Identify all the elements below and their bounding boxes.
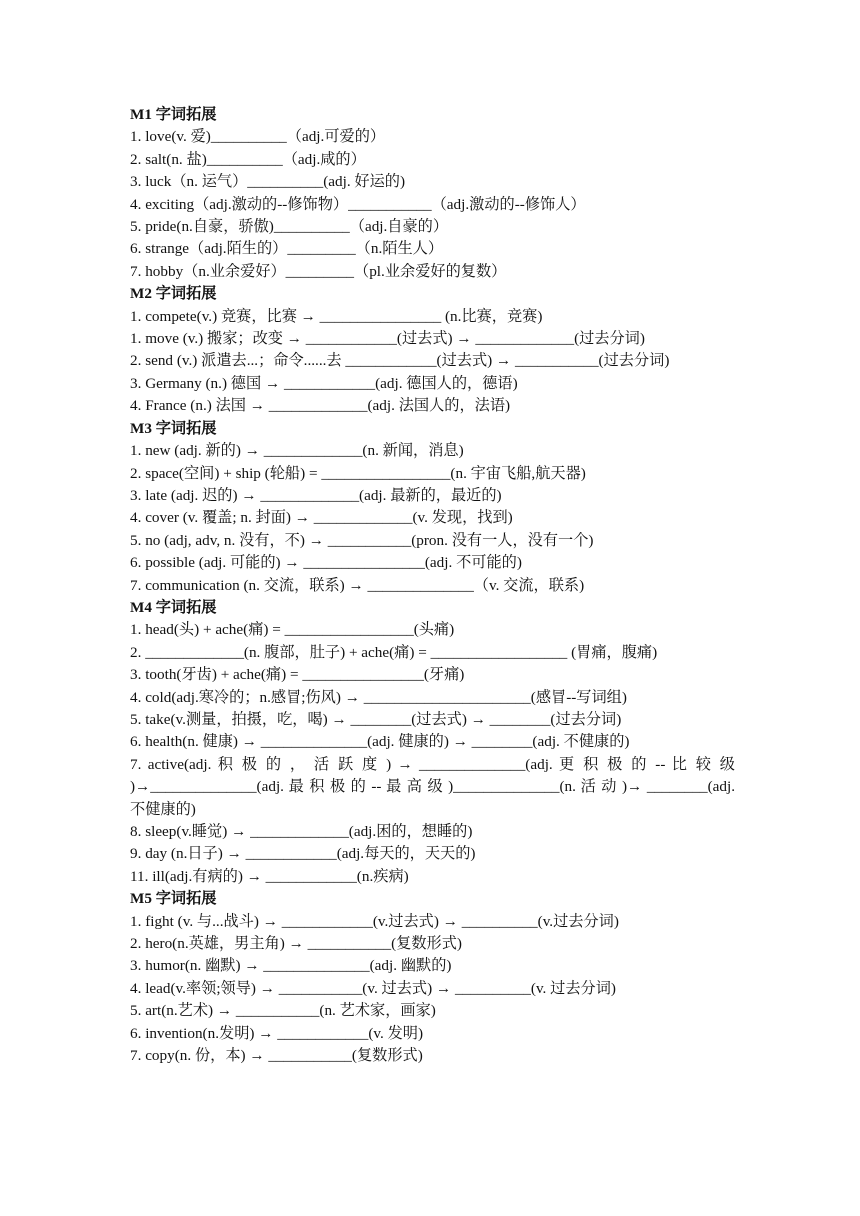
exercise-item: 1. move (v.) 搬家；改变 → ____________(过去式) → _____________(过去分词) xyxy=(130,330,645,348)
section-heading-m2: M2 字词拓展 xyxy=(130,285,217,303)
exercise-item: 1. fight (v. 与...战斗) → ____________(v.过去式) → __________(v.过去分词) xyxy=(130,912,619,930)
exercise-item: 1. new (adj. 新的) → _____________(n. 新闻，消息) xyxy=(130,442,464,460)
exercise-item: 2. hero(n.英雄，男主角) → ___________(复数形式) xyxy=(130,935,462,953)
exercise-item: 1. head(头) + ache(痛) = _________________(头痛) xyxy=(130,621,455,639)
worksheet-page xyxy=(130,104,735,1067)
section-heading-m4: M4 字词拓展 xyxy=(130,598,217,616)
exercise-item: 6. health(n. 健康) → ______________(adj. 健康的) → ________(adj. 不健康的) xyxy=(130,733,630,751)
exercise-item: 6. possible (adj. 可能的) → ________________(adj. 不可能的) xyxy=(130,554,522,572)
exercise-item: 9. day (n.日子) → ____________(adj.每天的，天天的) xyxy=(130,845,476,863)
exercise-item: 3. Germany (n.) 德国 → ____________(adj. 德国人的，德语) xyxy=(130,374,518,392)
exercise-item: 2. _____________(n. 腹部，肚子) + ache(痛) = __________________ (胃痛，腹痛) xyxy=(130,643,658,661)
exercise-item: 7. active(adj. 积 极 的 ， 活 跃 度 ) → ______________(adj. 更 积 极 的 -- 比 较 级 )→______________(adj. 最 积 极 的 -- 最 高 级 )______________(n. 活 动 )→ ________(adj. 不健康的) xyxy=(130,755,735,818)
exercise-item: 5. art(n.艺术) → ___________(n. 艺术家，画家) xyxy=(130,1002,436,1020)
exercise-item: 4. exciting（adj.激动的--修饰物）___________（adj.激动的--修饰人） xyxy=(130,195,586,213)
exercise-item: 8. sleep(v.睡觉) → _____________(adj.困的，想睡的) xyxy=(130,823,473,840)
exercise-item: 3. tooth(牙齿) + ache(痛) = ________________(牙痛) xyxy=(130,666,465,684)
exercise-item: 2. salt(n. 盐)__________（adj.咸的） xyxy=(130,150,366,168)
exercise-item: 5. take(v.测量，拍摄，吃，喝) → ________(过去式) → ________(过去分词) xyxy=(130,710,622,728)
exercise-item: 2. space(空间) + ship (轮船) = _________________(n. 宇宙飞船,航天器) xyxy=(130,464,586,482)
section-heading-m1: M1 字词拓展 xyxy=(130,106,217,123)
section-heading-m5: M5 字词拓展 xyxy=(130,890,217,908)
exercise-item: 3. humor(n. 幽默) → ______________(adj. 幽默的) xyxy=(130,957,452,975)
exercise-item: 7. communication (n. 交流，联系) → ______________（v. 交流，联系) xyxy=(130,576,585,594)
exercise-item: 1. love(v. 爱)__________（adj.可爱的） xyxy=(130,128,386,146)
exercise-item: 4. cold(adj.寒冷的；n.感冒;伤风) → ______________________(感冒--写词组) xyxy=(130,688,627,706)
exercise-item: 4. lead(v.率领;领导) → ___________(v. 过去式) → __________(v. 过去分词) xyxy=(130,979,616,997)
exercise-item: 3. late (adj. 迟的) → _____________(adj. 最新的，最近的) xyxy=(130,486,502,504)
exercise-item: 4. France (n.) 法国 → _____________(adj. 法国人的，法语) xyxy=(130,397,511,415)
exercise-item: 11. ill(adj.有病的) → ____________(n.疾病) xyxy=(130,867,409,885)
exercise-item: 6. invention(n.发明) → ____________(v. 发明) xyxy=(130,1024,424,1042)
exercise-item: 2. send (v.) 派遣去...；命令......去 ____________(过去式) → ___________(过去分词) xyxy=(130,352,670,370)
exercise-item: 7. copy(n. 份，本) → ___________(复数形式) xyxy=(130,1047,423,1065)
exercise-item: 6. strange（adj.陌生的）_________（n.陌生人） xyxy=(130,240,444,258)
exercise-item: 7. hobby（n.业余爱好）_________（pl.业余爱好的复数） xyxy=(130,262,507,280)
exercise-item: 5. no (adj, adv, n. 没有，不) → ___________(pron. 没有一人，没有一个) xyxy=(130,531,594,549)
exercise-item: 1. compete(v.) 竞赛，比赛 → ________________ (n.比赛，竞赛) xyxy=(130,307,543,325)
exercise-item: 4. cover (v. 覆盖; n. 封面) → _____________(v. 发现，找到) xyxy=(130,509,513,527)
exercise-item: 3. luck（n. 运气）__________(adj. 好运的) xyxy=(130,173,406,191)
section-heading-m3: M3 字词拓展 xyxy=(130,419,217,437)
exercise-item: 5. pride(n.自豪，骄傲)__________（adj.自豪的） xyxy=(130,218,449,236)
